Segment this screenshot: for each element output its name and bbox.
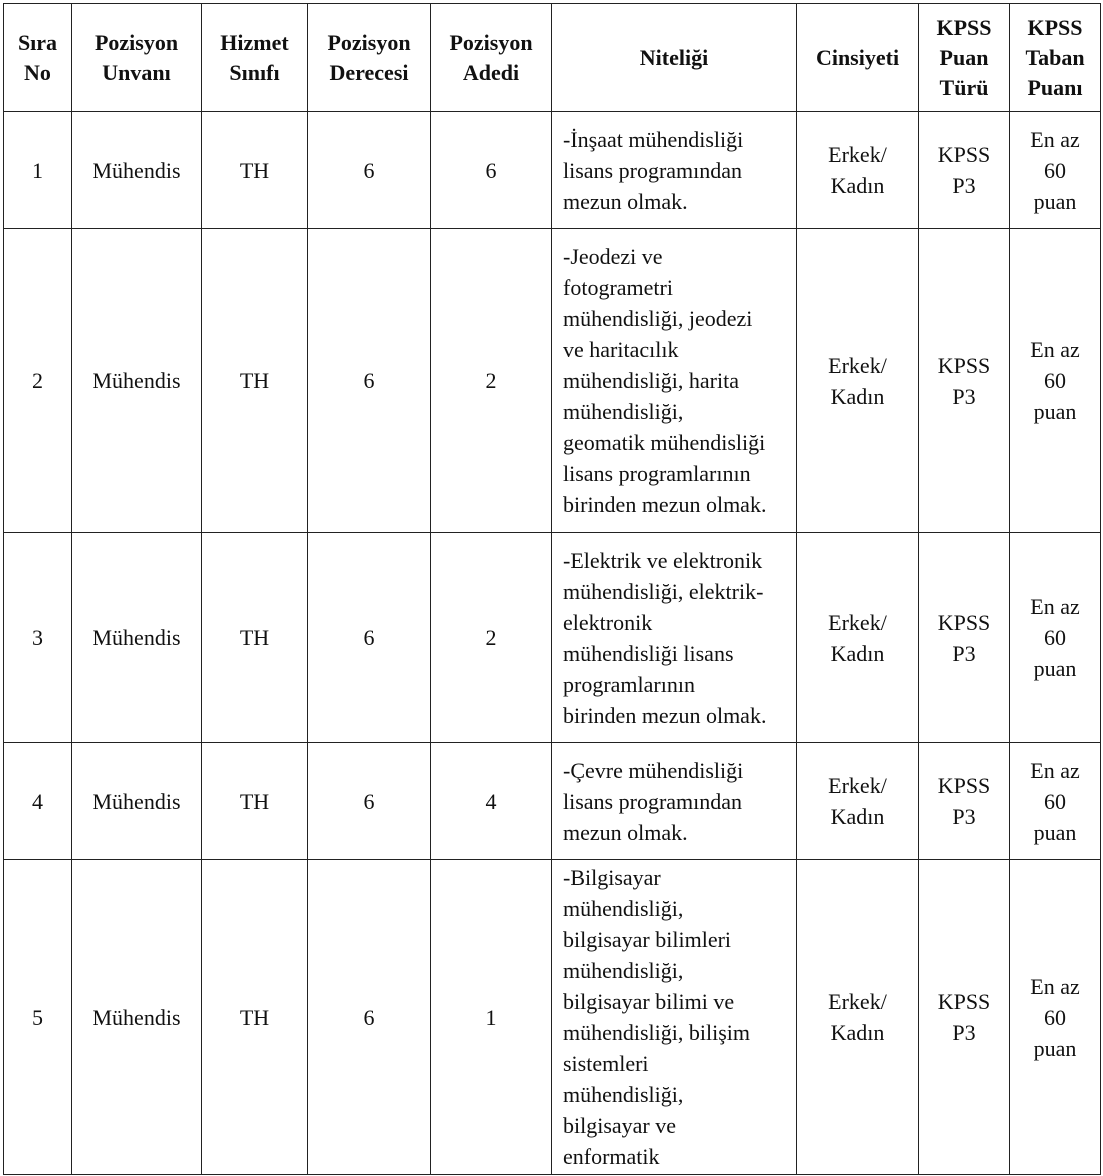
cell-service-class: TH — [202, 229, 308, 533]
cell-position-count: 1 — [431, 860, 552, 1175]
cell-row-no: 3 — [4, 533, 72, 743]
cell-position-degree: 6 — [308, 112, 431, 229]
header-service-class: Hizmet Sınıfı — [202, 4, 308, 112]
cell-gender: Erkek/ Kadın — [797, 229, 919, 533]
cell-position-count: 6 — [431, 112, 552, 229]
cell-gender: Erkek/ Kadın — [797, 533, 919, 743]
positions-table — [3, 3, 1101, 1175]
cell-service-class: TH — [202, 533, 308, 743]
cell-position-degree: 6 — [308, 860, 431, 1175]
header-kpss-min-score: KPSS Taban Puanı — [1010, 4, 1101, 112]
cell-kpss-min-score: En az 60 puan — [1010, 112, 1101, 229]
cell-gender: Erkek/ Kadın — [797, 860, 919, 1175]
cell-position-degree: 6 — [308, 229, 431, 533]
header-row-no: Sıra No — [4, 4, 72, 112]
cell-position-degree: 6 — [308, 743, 431, 860]
cell-position-title: Mühendis — [72, 743, 202, 860]
table-row — [4, 229, 1101, 533]
cell-qualification: -Elektrik ve elektronik mühendisliği, elektrik- elektronik mühendisliği lisans programlarının birinden mezun olmak. — [552, 533, 797, 743]
cell-service-class: TH — [202, 112, 308, 229]
cell-position-count: 4 — [431, 743, 552, 860]
table-row — [4, 743, 1101, 860]
cell-kpss-min-score: En az 60 puan — [1010, 229, 1101, 533]
cell-qualification: -Çevre mühendisliği lisans programından mezun olmak. — [552, 743, 797, 860]
cell-row-no: 4 — [4, 743, 72, 860]
header-position-title: Pozisyon Unvanı — [72, 4, 202, 112]
cell-service-class: TH — [202, 860, 308, 1175]
cell-qualification: -Bilgisayar mühendisliği, bilgisayar bilimleri mühendisliği, bilgisayar bilimi ve mühendisliği, bilişim sistemleri mühendisliği, bilgisayar ve enformatik — [552, 860, 797, 1175]
cell-position-count: 2 — [431, 533, 552, 743]
cell-row-no: 2 — [4, 229, 72, 533]
cell-position-title: Mühendis — [72, 533, 202, 743]
cell-kpss-score-type: KPSS P3 — [919, 229, 1010, 533]
cell-kpss-score-type: KPSS P3 — [919, 743, 1010, 860]
cell-position-degree: 6 — [308, 533, 431, 743]
cell-kpss-score-type: KPSS P3 — [919, 533, 1010, 743]
cell-gender: Erkek/ Kadın — [797, 112, 919, 229]
cell-position-title: Mühendis — [72, 860, 202, 1175]
header-gender: Cinsiyeti — [797, 4, 919, 112]
cell-service-class: TH — [202, 743, 308, 860]
cell-qualification: -İnşaat mühendisliği lisans programından mezun olmak. — [552, 112, 797, 229]
cell-kpss-score-type: KPSS P3 — [919, 112, 1010, 229]
header-qualification: Niteliği — [552, 4, 797, 112]
header-row — [4, 4, 1101, 112]
header-position-degree: Pozisyon Derecesi — [308, 4, 431, 112]
cell-position-title: Mühendis — [72, 112, 202, 229]
table-row — [4, 860, 1101, 1175]
cell-row-no: 5 — [4, 860, 72, 1175]
cell-position-count: 2 — [431, 229, 552, 533]
cell-kpss-min-score: En az 60 puan — [1010, 743, 1101, 860]
cell-gender: Erkek/ Kadın — [797, 743, 919, 860]
table-row — [4, 533, 1101, 743]
cell-position-title: Mühendis — [72, 229, 202, 533]
cell-qualification: -Jeodezi ve fotogrametri mühendisliği, jeodezi ve haritacılık mühendisliği, harita mühendisliği, geomatik mühendisliği lisans programlarının birinden mezun olmak. — [552, 229, 797, 533]
cell-row-no: 1 — [4, 112, 72, 229]
cell-kpss-min-score: En az 60 puan — [1010, 533, 1101, 743]
header-position-count: Pozisyon Adedi — [431, 4, 552, 112]
cell-kpss-score-type: KPSS P3 — [919, 860, 1010, 1175]
header-kpss-score-type: KPSS Puan Türü — [919, 4, 1010, 112]
cell-kpss-min-score: En az 60 puan — [1010, 860, 1101, 1175]
table-row — [4, 112, 1101, 229]
